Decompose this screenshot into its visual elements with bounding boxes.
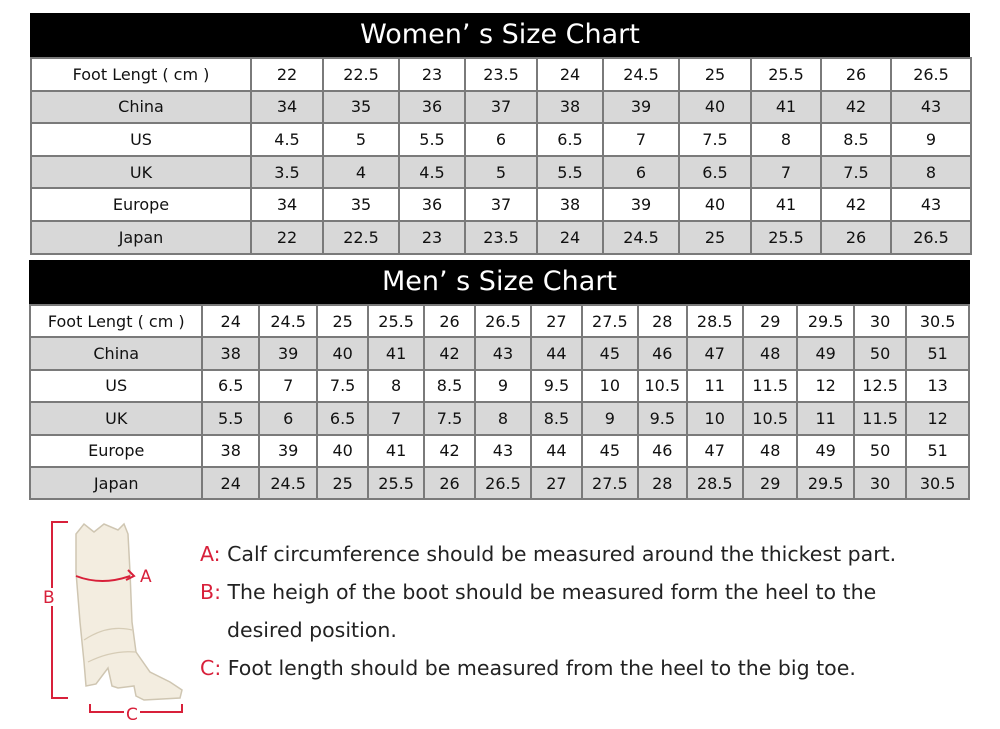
size-cell: 28.5 bbox=[687, 305, 743, 337]
size-cell: 6.5 bbox=[679, 156, 751, 189]
label-a: A bbox=[140, 567, 152, 587]
size-cell: 28 bbox=[638, 305, 686, 337]
size-cell: 5.5 bbox=[202, 402, 258, 434]
size-cell: 25.5 bbox=[368, 467, 424, 499]
note-text: The heigh of the boot should be measured form the heel to the bbox=[220, 580, 877, 604]
label-b: B bbox=[43, 588, 55, 608]
size-cell: 7.5 bbox=[317, 370, 367, 402]
size-cell: 41 bbox=[368, 337, 424, 369]
size-cell: 24.5 bbox=[603, 221, 679, 254]
boot-icon bbox=[76, 524, 182, 700]
size-cell: 50 bbox=[854, 435, 906, 467]
size-cell: 8.5 bbox=[424, 370, 474, 402]
size-cell: 41 bbox=[751, 188, 821, 221]
size-cell: 34 bbox=[251, 188, 323, 221]
size-cell: 35 bbox=[323, 188, 399, 221]
size-cell: 42 bbox=[821, 91, 891, 124]
size-cell: 24.5 bbox=[259, 305, 317, 337]
size-cell: 27.5 bbox=[582, 305, 638, 337]
size-cell: 37 bbox=[465, 188, 537, 221]
size-cell: 22 bbox=[251, 221, 323, 254]
size-cell: 29.5 bbox=[797, 467, 853, 499]
size-cell: 43 bbox=[475, 337, 531, 369]
size-cell: 39 bbox=[259, 435, 317, 467]
size-cell: 9 bbox=[582, 402, 638, 434]
size-cell: 24.5 bbox=[259, 467, 317, 499]
size-cell: 9 bbox=[475, 370, 531, 402]
size-cell: 4.5 bbox=[251, 123, 323, 156]
size-cell: 24 bbox=[537, 221, 603, 254]
size-cell: 22.5 bbox=[323, 58, 399, 91]
size-cell: 35 bbox=[323, 91, 399, 124]
size-cell: 10 bbox=[582, 370, 638, 402]
row-label: US bbox=[31, 123, 251, 156]
size-cell: 43 bbox=[891, 91, 971, 124]
size-cell: 23.5 bbox=[465, 58, 537, 91]
size-cell: 44 bbox=[531, 435, 581, 467]
note-foot bbox=[200, 649, 990, 687]
row-label: US bbox=[30, 370, 202, 402]
label-c: C bbox=[126, 705, 138, 724]
size-cell: 5 bbox=[323, 123, 399, 156]
size-cell: 27.5 bbox=[582, 467, 638, 499]
size-cell: 29 bbox=[743, 305, 797, 337]
size-cell: 37 bbox=[465, 91, 537, 124]
size-cell: 25 bbox=[679, 58, 751, 91]
size-cell: 30.5 bbox=[906, 467, 969, 499]
note-text: Calf circumference should be measured around the thickest part. bbox=[220, 542, 897, 566]
table-row bbox=[30, 370, 969, 402]
size-cell: 28.5 bbox=[687, 467, 743, 499]
size-cell: 49 bbox=[797, 435, 853, 467]
size-cell: 30 bbox=[854, 467, 906, 499]
size-cell: 48 bbox=[743, 337, 797, 369]
size-cell: 42 bbox=[821, 188, 891, 221]
note-height-continued bbox=[200, 611, 990, 649]
size-cell: 6 bbox=[603, 156, 679, 189]
size-cell: 11 bbox=[687, 370, 743, 402]
table-row bbox=[30, 305, 969, 337]
row-label: China bbox=[30, 337, 202, 369]
size-cell: 24 bbox=[202, 305, 258, 337]
note-key: C: bbox=[200, 656, 222, 680]
table-row bbox=[31, 58, 971, 91]
size-cell: 26.5 bbox=[891, 221, 971, 254]
size-cell: 40 bbox=[317, 337, 367, 369]
size-cell: 8.5 bbox=[531, 402, 581, 434]
size-cell: 8 bbox=[751, 123, 821, 156]
size-cell: 8 bbox=[368, 370, 424, 402]
size-cell: 43 bbox=[891, 188, 971, 221]
size-cell: 23 bbox=[399, 221, 465, 254]
table-row bbox=[31, 188, 971, 221]
size-cell: 10.5 bbox=[743, 402, 797, 434]
size-cell: 9.5 bbox=[531, 370, 581, 402]
table-row bbox=[30, 402, 969, 434]
size-cell: 41 bbox=[368, 435, 424, 467]
size-cell: 40 bbox=[679, 188, 751, 221]
size-cell: 36 bbox=[399, 188, 465, 221]
size-cell: 42 bbox=[424, 435, 474, 467]
note-key: A: bbox=[200, 542, 221, 566]
size-cell: 23 bbox=[399, 58, 465, 91]
size-cell: 51 bbox=[906, 337, 969, 369]
table-row bbox=[31, 91, 971, 124]
note-height bbox=[200, 573, 990, 611]
size-cell: 5.5 bbox=[399, 123, 465, 156]
row-label: UK bbox=[31, 156, 251, 189]
size-cell: 22 bbox=[251, 58, 323, 91]
size-cell: 13 bbox=[906, 370, 969, 402]
size-cell: 39 bbox=[603, 188, 679, 221]
size-cell: 12.5 bbox=[854, 370, 906, 402]
size-cell: 6 bbox=[259, 402, 317, 434]
boot-measurement-diagram bbox=[32, 512, 202, 724]
size-cell: 7.5 bbox=[821, 156, 891, 189]
row-label: Europe bbox=[31, 188, 251, 221]
size-cell: 12 bbox=[797, 370, 853, 402]
size-cell: 25 bbox=[317, 467, 367, 499]
size-cell: 47 bbox=[687, 337, 743, 369]
measurement-notes bbox=[200, 535, 990, 687]
size-cell: 24 bbox=[202, 467, 258, 499]
size-cell: 11 bbox=[797, 402, 853, 434]
size-cell: 45 bbox=[582, 337, 638, 369]
size-cell: 4 bbox=[323, 156, 399, 189]
size-cell: 10 bbox=[687, 402, 743, 434]
table-row bbox=[31, 156, 971, 189]
table-row bbox=[30, 435, 969, 467]
size-cell: 10.5 bbox=[638, 370, 686, 402]
size-cell: 9 bbox=[891, 123, 971, 156]
size-cell: 50 bbox=[854, 337, 906, 369]
size-cell: 7 bbox=[368, 402, 424, 434]
size-cell: 48 bbox=[743, 435, 797, 467]
size-cell: 36 bbox=[399, 91, 465, 124]
size-cell: 6.5 bbox=[317, 402, 367, 434]
size-cell: 12 bbox=[906, 402, 969, 434]
size-cell: 26.5 bbox=[475, 467, 531, 499]
table-row bbox=[31, 123, 971, 156]
note-text: desired position. bbox=[227, 618, 397, 642]
size-cell: 5.5 bbox=[537, 156, 603, 189]
row-label: China bbox=[31, 91, 251, 124]
womens-size-chart-title: Women’ s Size Chart bbox=[30, 13, 970, 57]
size-cell: 38 bbox=[202, 337, 258, 369]
size-cell: 22.5 bbox=[323, 221, 399, 254]
size-cell: 25 bbox=[317, 305, 367, 337]
row-label: Foot Lengt ( cm ) bbox=[31, 58, 251, 91]
size-cell: 24 bbox=[537, 58, 603, 91]
size-cell: 7.5 bbox=[424, 402, 474, 434]
size-cell: 45 bbox=[582, 435, 638, 467]
size-cell: 44 bbox=[531, 337, 581, 369]
row-label: Japan bbox=[31, 221, 251, 254]
size-cell: 8 bbox=[475, 402, 531, 434]
size-cell: 38 bbox=[537, 91, 603, 124]
size-cell: 7.5 bbox=[679, 123, 751, 156]
size-cell: 40 bbox=[679, 91, 751, 124]
note-text: Foot length should be measured from the heel to the big toe. bbox=[221, 656, 856, 680]
size-cell: 49 bbox=[797, 337, 853, 369]
size-cell: 34 bbox=[251, 91, 323, 124]
row-label: Foot Lengt ( cm ) bbox=[30, 305, 202, 337]
size-cell: 7 bbox=[603, 123, 679, 156]
size-cell: 7 bbox=[259, 370, 317, 402]
row-label: UK bbox=[30, 402, 202, 434]
size-cell: 51 bbox=[906, 435, 969, 467]
size-cell: 9.5 bbox=[638, 402, 686, 434]
size-cell: 23.5 bbox=[465, 221, 537, 254]
size-cell: 39 bbox=[259, 337, 317, 369]
size-cell: 47 bbox=[687, 435, 743, 467]
size-cell: 5 bbox=[465, 156, 537, 189]
row-label: Japan bbox=[30, 467, 202, 499]
size-cell: 24.5 bbox=[603, 58, 679, 91]
size-cell: 30.5 bbox=[906, 305, 969, 337]
size-cell: 27 bbox=[531, 467, 581, 499]
size-cell: 38 bbox=[202, 435, 258, 467]
table-row bbox=[30, 337, 969, 369]
size-cell: 8 bbox=[891, 156, 971, 189]
size-cell: 42 bbox=[424, 337, 474, 369]
size-cell: 6.5 bbox=[202, 370, 258, 402]
size-cell: 46 bbox=[638, 337, 686, 369]
size-cell: 26 bbox=[821, 58, 891, 91]
size-cell: 3.5 bbox=[251, 156, 323, 189]
size-cell: 43 bbox=[475, 435, 531, 467]
size-cell: 30 bbox=[854, 305, 906, 337]
size-cell: 7 bbox=[751, 156, 821, 189]
size-cell: 6.5 bbox=[537, 123, 603, 156]
size-cell: 8.5 bbox=[821, 123, 891, 156]
size-cell: 29 bbox=[743, 467, 797, 499]
size-cell: 11.5 bbox=[743, 370, 797, 402]
size-cell: 6 bbox=[465, 123, 537, 156]
height-bracket-icon bbox=[52, 522, 68, 698]
size-cell: 25.5 bbox=[368, 305, 424, 337]
size-cell: 40 bbox=[317, 435, 367, 467]
mens-size-chart-title: Men’ s Size Chart bbox=[29, 260, 970, 304]
size-cell: 38 bbox=[537, 188, 603, 221]
size-cell: 26.5 bbox=[891, 58, 971, 91]
size-cell: 46 bbox=[638, 435, 686, 467]
size-cell: 25.5 bbox=[751, 58, 821, 91]
table-row bbox=[30, 467, 969, 499]
size-cell: 27 bbox=[531, 305, 581, 337]
size-cell: 28 bbox=[638, 467, 686, 499]
size-cell: 11.5 bbox=[854, 402, 906, 434]
womens-size-table bbox=[30, 57, 972, 255]
row-label: Europe bbox=[30, 435, 202, 467]
size-cell: 41 bbox=[751, 91, 821, 124]
mens-size-table bbox=[29, 304, 970, 500]
size-cell: 26.5 bbox=[475, 305, 531, 337]
size-cell: 39 bbox=[603, 91, 679, 124]
size-cell: 29.5 bbox=[797, 305, 853, 337]
size-cell: 26 bbox=[821, 221, 891, 254]
size-cell: 26 bbox=[424, 305, 474, 337]
size-cell: 25 bbox=[679, 221, 751, 254]
size-cell: 25.5 bbox=[751, 221, 821, 254]
note-key: B: bbox=[200, 580, 221, 604]
size-cell: 4.5 bbox=[399, 156, 465, 189]
table-row bbox=[31, 221, 971, 254]
size-cell: 26 bbox=[424, 467, 474, 499]
note-calf bbox=[200, 535, 990, 573]
